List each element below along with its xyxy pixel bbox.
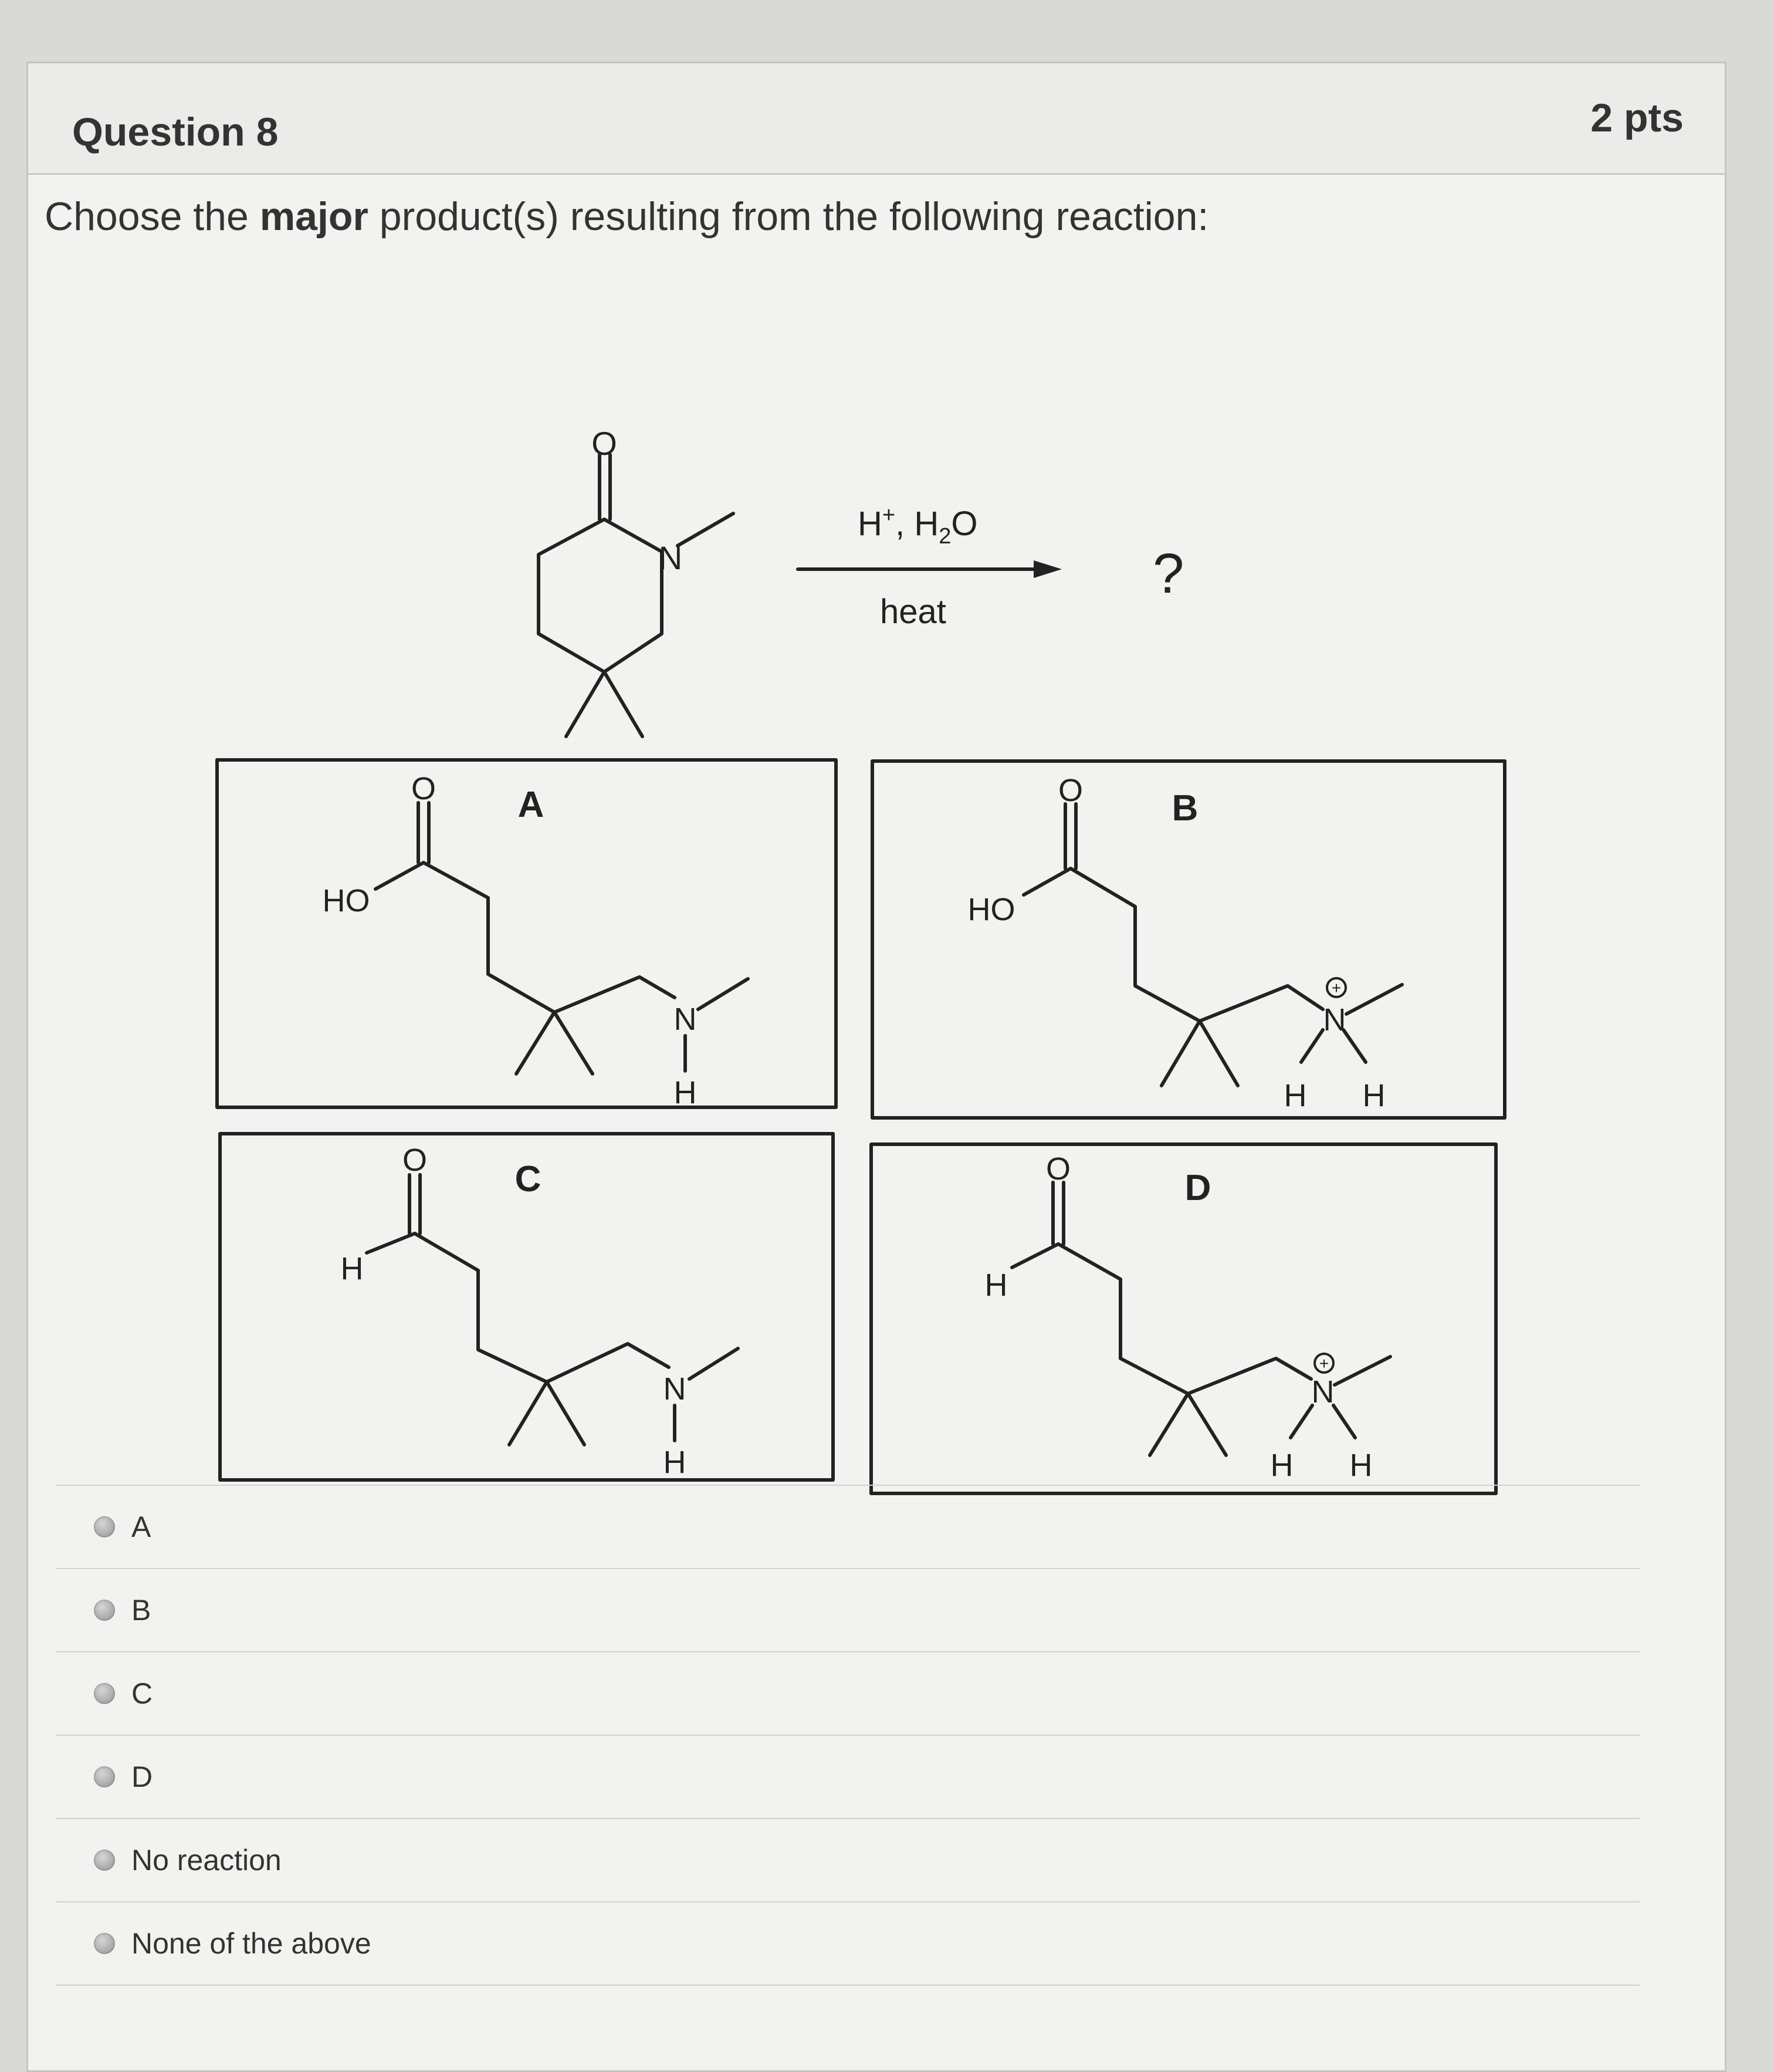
svg-text:N: N: [663, 1371, 686, 1407]
svg-text:D: D: [1184, 1168, 1211, 1208]
answer-list: [56, 1485, 1640, 1986]
product-placeholder: ?: [1153, 542, 1184, 605]
arrow-head: [1034, 560, 1062, 578]
svg-text:O: O: [1058, 773, 1084, 808]
question-prompt: Choose the major product(s) resulting from the following reaction:: [45, 194, 1209, 239]
radio-b[interactable]: [94, 1600, 115, 1621]
svg-text:A: A: [517, 785, 544, 825]
answer-label: C: [131, 1677, 153, 1710]
answer-label: No reaction: [131, 1844, 282, 1877]
answer-label: B: [131, 1594, 151, 1627]
reagent-bottom: heat: [880, 593, 946, 631]
answer-option-c[interactable]: [56, 1651, 1640, 1735]
svg-text:HO: HO: [967, 892, 1015, 927]
svg-text:HO: HO: [322, 883, 370, 918]
option-box-d: [871, 1144, 1496, 1493]
points-value: 2 pts: [1590, 96, 1684, 140]
answer-option-none-of-the-above[interactable]: [56, 1901, 1640, 1986]
svg-text:C: C: [514, 1159, 541, 1199]
radio-d[interactable]: [94, 1766, 115, 1787]
svg-text:H: H: [1284, 1078, 1307, 1113]
answer-label: A: [131, 1510, 151, 1543]
reagent-top: H+, $H_2O$: [858, 503, 978, 549]
svg-text:N: N: [1311, 1374, 1335, 1409]
radio-c[interactable]: [94, 1683, 115, 1704]
svg-text:N: N: [1323, 1002, 1346, 1037]
svg-text:H: H: [1270, 1448, 1294, 1483]
radio-no-reaction[interactable]: [94, 1850, 115, 1871]
svg-text:O: O: [1045, 1151, 1071, 1187]
svg-text:B: B: [1172, 788, 1199, 829]
svg-text:H: H: [673, 1075, 697, 1110]
svg-text:N: N: [673, 1002, 697, 1037]
reactant-structure: [539, 455, 733, 736]
question-title: Question 8: [72, 110, 279, 154]
svg-text:H: H: [984, 1267, 1008, 1303]
structure-b: [1024, 804, 1402, 1086]
svg-text:O: O: [402, 1143, 428, 1178]
answer-option-b[interactable]: [56, 1568, 1640, 1651]
svg-text:H: H: [340, 1251, 364, 1286]
answer-label: None of the above: [131, 1927, 371, 1960]
svg-text:H: H: [663, 1445, 686, 1480]
svg-text:+: +: [1331, 979, 1342, 997]
answer-option-d[interactable]: [56, 1735, 1640, 1818]
answer-option-no-reaction[interactable]: [56, 1818, 1640, 1901]
svg-text:H: H: [1349, 1448, 1373, 1483]
svg-text:+: +: [1319, 1354, 1329, 1373]
radio-none-of-the-above[interactable]: [94, 1933, 115, 1954]
svg-text:O: O: [591, 425, 617, 462]
svg-text:H: H: [1362, 1078, 1386, 1113]
radio-a[interactable]: [94, 1516, 115, 1537]
answer-option-a[interactable]: [56, 1485, 1640, 1568]
svg-text:O: O: [411, 771, 436, 806]
answer-label: D: [131, 1760, 153, 1793]
svg-text:N: N: [658, 539, 683, 576]
structure-d: [1012, 1182, 1390, 1455]
